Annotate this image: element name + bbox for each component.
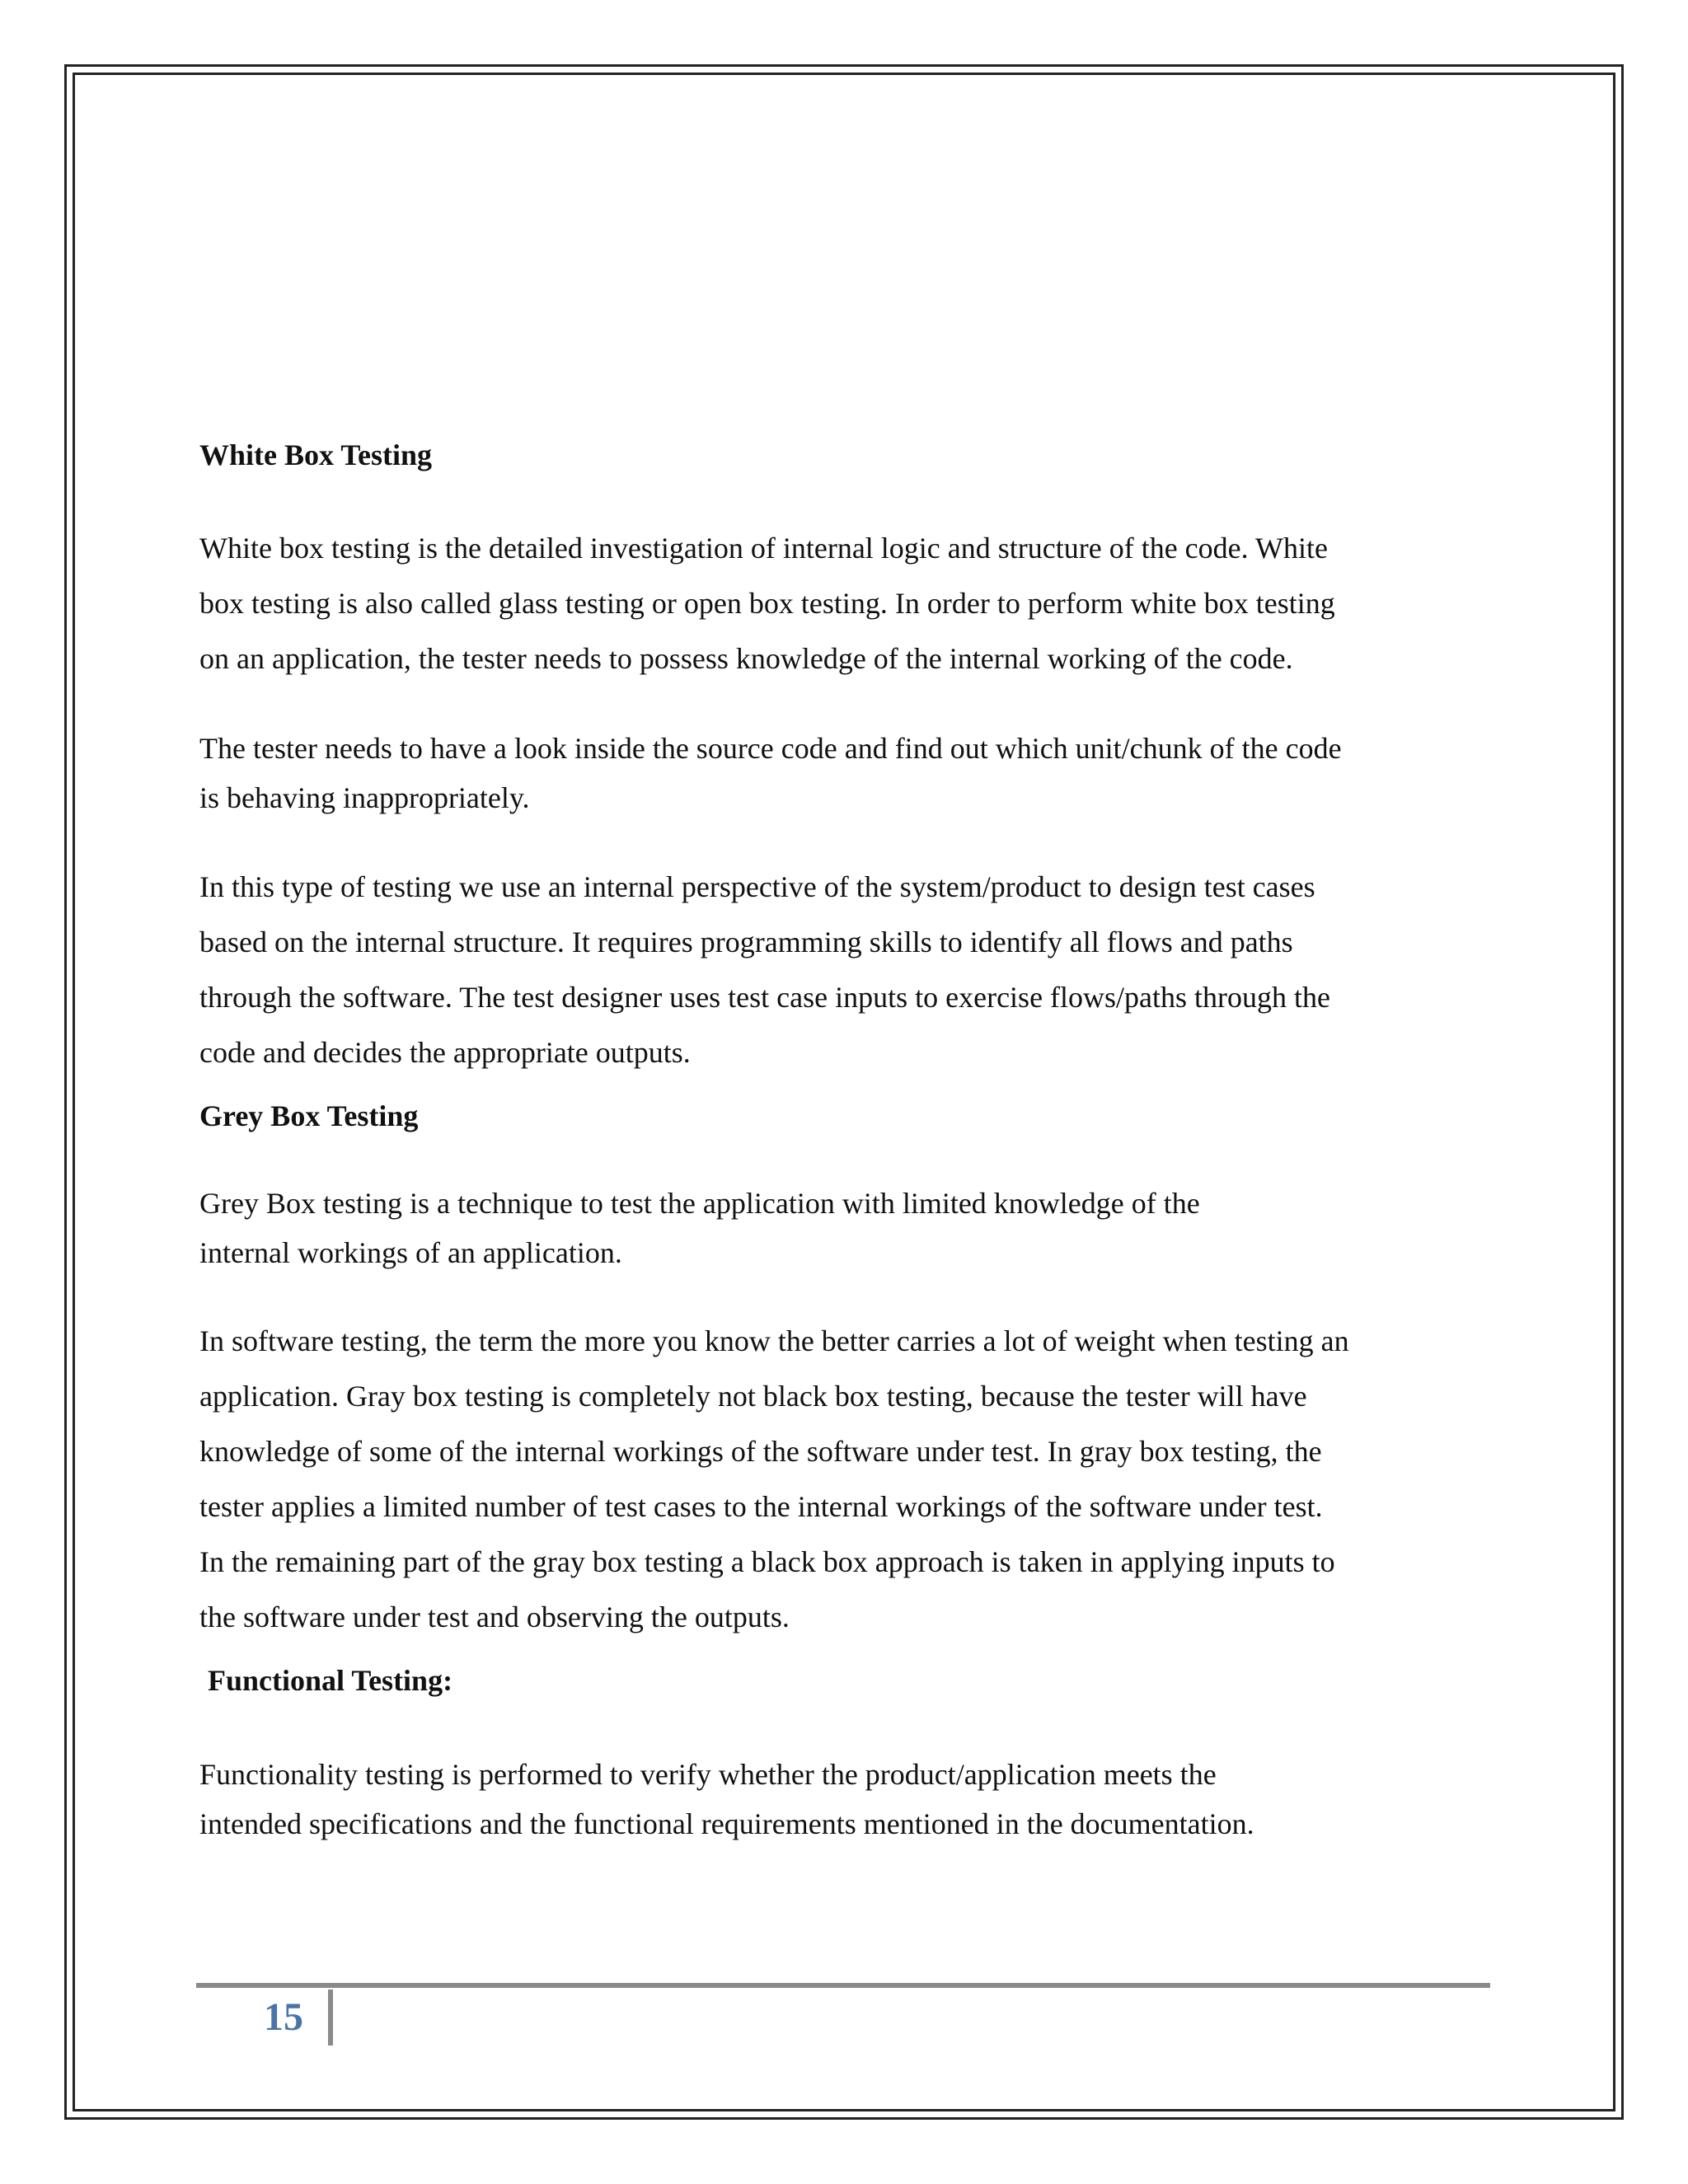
paragraph-white-box-intro <box>199 521 1510 687</box>
text-line: internal workings of an application. <box>199 1236 622 1269</box>
text-line: White box testing is the detailed investigation of internal logic and structure of the code. White <box>199 532 1328 565</box>
page-number: 15 <box>264 1995 303 2039</box>
paragraph-grey-box-detail <box>199 1314 1510 1645</box>
footer-rule <box>196 1983 1490 1988</box>
text-line: through the software. The test designer uses test case inputs to exercise flows/paths through the <box>199 981 1331 1014</box>
section-heading-grey-box: Grey Box Testing <box>199 1099 419 1132</box>
text-line: In software testing, the term the more you know the better carries a lot of weight when testing an <box>199 1324 1349 1357</box>
paragraph-white-box-perspective <box>199 860 1510 1080</box>
text-line: In the remaining part of the gray box testing a black box approach is taken in applying inputs to <box>199 1545 1335 1578</box>
section-heading-functional: Functional Testing: <box>208 1664 453 1697</box>
text-line: on an application, the tester needs to possess knowledge of the internal working of the code. <box>199 642 1293 675</box>
text-line: code and decides the appropriate outputs. <box>199 1036 691 1069</box>
text-line: is behaving inappropriately. <box>199 781 530 814</box>
text-line: box testing is also called glass testing or open box testing. In order to perform white box testing <box>199 587 1335 620</box>
text-line: In this type of testing we use an internal perspective of the system/product to design test cases <box>199 870 1315 903</box>
text-line: application. Gray box testing is completely not black box testing, because the tester will have <box>199 1380 1307 1413</box>
page-number-divider <box>328 1990 333 2046</box>
text-line: based on the internal structure. It requires programming skills to identify all flows and paths <box>199 926 1293 958</box>
section-heading-white-box: White Box Testing <box>199 438 433 471</box>
paragraph-white-box-tester <box>199 724 1510 823</box>
text-line: knowledge of some of the internal workings of the software under test. In gray box testing, the <box>199 1435 1322 1468</box>
text-line: Grey Box testing is a technique to test the application with limited knowledge of the <box>199 1187 1200 1220</box>
text-line: intended specifications and the functional requirements mentioned in the documentation. <box>199 1807 1254 1840</box>
text-line: Functionality testing is performed to verify whether the product/application meets the <box>199 1758 1217 1791</box>
paragraph-grey-box-intro <box>199 1179 1510 1277</box>
text-line: the software under test and observing the outputs. <box>199 1601 790 1633</box>
text-line: The tester needs to have a look inside the source code and find out which unit/chunk of the code <box>199 732 1342 765</box>
paragraph-functional-intro <box>199 1750 1510 1849</box>
page-content <box>199 435 1510 1849</box>
text-line: tester applies a limited number of test cases to the internal workings of the software under test. <box>199 1490 1323 1523</box>
